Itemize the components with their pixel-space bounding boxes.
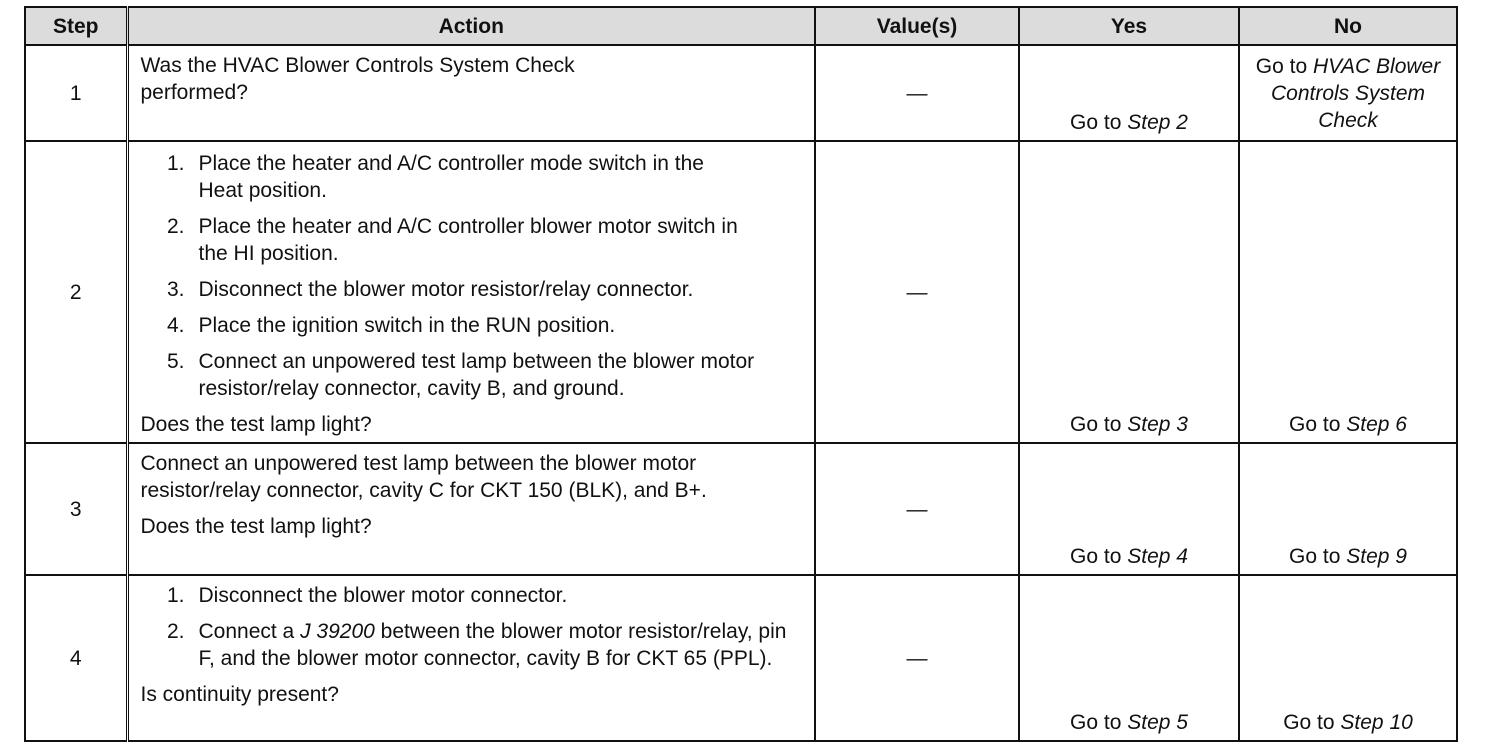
yes-prefix: Go to [1070,111,1122,134]
table-row [25,575,1457,741]
header-row [25,7,1457,45]
list-item: 1. Disconnect the blower motor connector. [166,584,568,607]
no-prefix: Go to [1289,545,1341,568]
yes-target: Step 3 [1127,413,1188,436]
header-action: Action [127,7,815,45]
header-values: Value(s) [815,7,1019,45]
action-cell [127,575,815,741]
action-cell [127,45,815,141]
value-cell: — [815,45,1019,141]
list-item: 1. Place the heater and A/C controller mode switch in the Heat position. [166,152,704,202]
yes-target: Step 5 [1127,711,1188,734]
list-item: 2. Connect a J 39200 between the blower motor resistor/relay, pin F, and the blower motor connector, cavity B for CKT 65 (PPL). [166,620,787,670]
step-number: 4 [25,575,127,741]
yes-cell [1019,443,1239,575]
yes-target: Step 2 [1127,111,1188,134]
tool-reference: J 39200 [300,620,375,643]
value-cell: — [815,575,1019,741]
no-cell [1239,575,1457,741]
yes-prefix: Go to [1070,711,1122,734]
instruction-list [141,150,803,402]
no-target: HVAC Blower Controls System Check [1270,54,1441,132]
table-row [25,141,1457,443]
no-cell [1239,443,1457,575]
action-question: Is continuity present? [140,683,339,706]
step-number: 2 [25,141,127,443]
action-text: Was the HVAC Blower Controls System Check performed? [140,54,575,104]
yes-prefix: Go to [1070,413,1122,436]
yes-prefix: Go to [1070,545,1122,568]
no-target: Step 6 [1346,413,1407,436]
step-number: 3 [25,443,127,575]
no-prefix: Go to [1289,413,1341,436]
no-target: Step 10 [1340,711,1413,734]
no-prefix: Go to [1255,54,1308,78]
no-prefix: Go to [1283,711,1335,734]
list-item: 3. Disconnect the blower motor resistor/relay connector. [166,278,694,301]
step-number: 1 [25,45,127,141]
value-cell: — [815,443,1019,575]
no-cell [1239,141,1457,443]
yes-target: Step 4 [1127,545,1188,568]
instruction-list [141,582,803,672]
no-target: Step 9 [1346,545,1407,568]
header-yes: Yes [1019,7,1239,45]
no-cell [1239,45,1457,141]
value-cell: — [815,141,1019,443]
list-item: 4. Place the ignition switch in the RUN position. [166,314,616,337]
list-item: 2. Place the heater and A/C controller blower motor switch in the HI position. [166,215,738,265]
header-step: Step [25,7,127,45]
table-row [25,45,1457,141]
list-item: 5. Connect an unpowered test lamp between the blower motor resistor/relay connector, cavity B, and ground. [166,350,755,400]
header-no: No [1239,7,1457,45]
table-row [25,443,1457,575]
action-cell [127,443,815,575]
action-cell [127,141,815,443]
yes-cell [1019,575,1239,741]
yes-cell [1019,45,1239,141]
yes-cell [1019,141,1239,443]
action-question: Does the test lamp light? [140,413,372,436]
action-question: Does the test lamp light? [140,515,372,538]
diagnostic-table [24,6,1458,742]
action-text: Connect an unpowered test lamp between the blower motor resistor/relay connector, cavity C for CKT 150 (BLK), and B+. [140,452,707,502]
